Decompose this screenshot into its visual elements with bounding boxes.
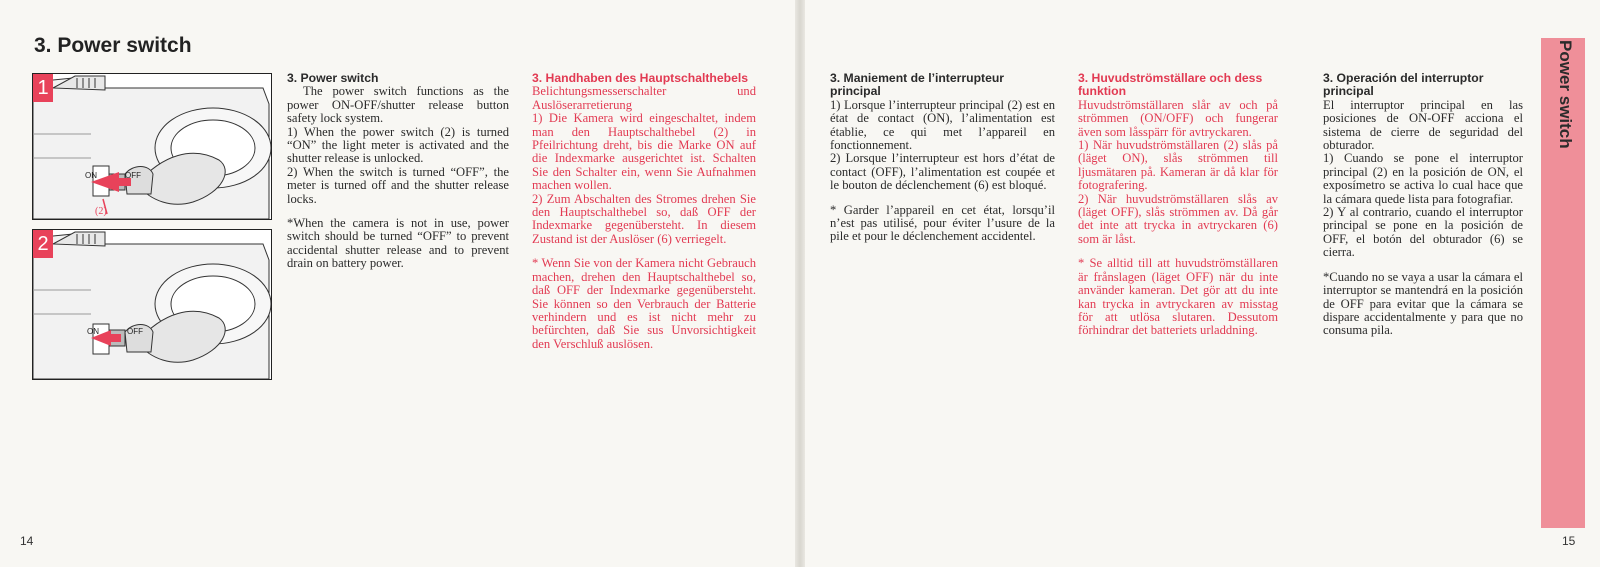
book-gutter — [795, 0, 805, 567]
camera-illustration-off — [33, 230, 271, 379]
column-spanish — [1323, 72, 1523, 338]
english-item-1: 1) When the power switch (2) is turned “ON” the light meter is activated and the shutter release is unlocked. — [287, 124, 509, 166]
figure-number-badge: 2 — [33, 230, 53, 258]
fig1-callout: (2) — [95, 206, 107, 217]
swedish-note: * Se alltid till att huvudströmställaren är frånslagen (läget OFF) när du inte använder kameran. Det gör att du inte kan trycka in avtryckaren av misstag för att utlösa slutaren. Dessutom förhindrar det batteriets urladdning. — [1078, 256, 1278, 338]
french-note: * Garder l’appareil en cet état, lorsqu’il n’est pas utilisé, pour éviter l’usure de la pile et pour le déclenchement accidentel. — [830, 202, 1055, 244]
english-item-2: 2) When the switch is turned “OFF”, the meter is turned off and the shutter release locks. — [287, 164, 509, 206]
fig2-on-label: ON — [87, 327, 99, 336]
side-tab-label: Power switch — [1556, 40, 1575, 149]
swedish-item-2: 2) När huvudströmställaren slås av (läget OFF), slås strömmen av. Då går det inte att trycka in avtryckaren (6) som är låst. — [1078, 191, 1278, 246]
spanish-item-1: 1) Cuando se pone el interruptor principal (2) en la posición de ON, el exposímetro se activa lo cual hace que la cámara quede lista para fotografiar. — [1323, 151, 1523, 206]
swedish-item-1: 1) När huvudströmställaren (2) slås på (läget ON), slås strömmen till ljusmätaren på. Kameran är då klar för fotografering. — [1078, 138, 1278, 193]
swedish-heading: 3. Huvudströmställare och dess funktion — [1078, 71, 1263, 99]
figure-2 — [32, 229, 272, 380]
spanish-note: *Cuando no se vaya a usar la cámara el interruptor se mantendrá en la posición de OFF para evitar que la cámara se dispare accidentalmente y para que no consuma pila. — [1323, 269, 1523, 338]
column-swedish — [1078, 72, 1278, 338]
german-item-2: 2) Zum Abschalten des Stromes drehen Sie den Hauptschalthebel so, daß OFF der Indexmarke gegenübersteht. In diesem Zustand ist der Auslöser (6) verriegelt. — [532, 191, 756, 246]
swedish-body: Huvudströmställaren slår av och på strömmen (ON/OFF) och fungerar även som låsspärr för avtryckaren. — [1078, 97, 1278, 139]
fig2-off-label: OFF — [127, 327, 143, 336]
page-number-left: 14 — [20, 534, 34, 548]
figure-1 — [32, 73, 272, 220]
french-item-1: 1) Lorsque l’interrupteur principal (2) est en état de contact (ON), l’alimentation est établie, ce qui met l’appareil en fonctionnement. — [830, 97, 1055, 153]
camera-illustration-on — [33, 74, 271, 219]
spanish-body: El interruptor principal en las posiciones de ON-OFF acciona el sistema de cierre de seguridad del obturador. — [1323, 97, 1523, 153]
english-body: The power switch functions as the power ON-OFF/shutter release button safety lock system. — [287, 84, 509, 126]
spanish-heading: 3. Operación del interruptor principal — [1323, 71, 1484, 99]
german-note: * Wenn Sie von der Kamera nicht Gebrauch machen, drehen den Hauptschalthebel so, daß OFF der Indexmarke gegenübersteht. Sie können so den Verbrauch der Batterie verhindern und es ist nicht mehr zu befürchten, daß Sie sus Unvorsichtigkeit den Verschluß auslösen. — [532, 256, 756, 351]
fig1-on-label: ON — [85, 171, 97, 180]
figure-number-badge: 1 — [33, 74, 53, 102]
german-subhead: Belichtungsmesserschalter und Auslöserarretierung — [532, 84, 756, 112]
page-title: 3. Power switch — [34, 34, 192, 57]
french-item-2: 2) Lorsque l’interrupteur est hors d’état de contact (OFF), l’alimentation est coupée et le bouton de déclenchement (6) est bloqué. — [830, 151, 1055, 193]
page-number-right: 15 — [1562, 534, 1576, 548]
german-item-1: 1) Die Kamera wird eingeschaltet, indem man den Hauptschalthebel (2) in Pfeilrichtung dreht, bis die Marke ON auf die Indexmarke ausgerichtet ist. Schalten Sie den Schalter ein, wenn Sie Aufnahmen machen wollen. — [532, 111, 756, 193]
column-english — [287, 72, 509, 271]
english-heading: 3. Power switch — [287, 71, 379, 85]
french-heading: 3. Maniement de l’interrupteur principal — [830, 71, 1005, 99]
english-note: *When the camera is not in use, power switch should be turned “OFF” to prevent accidental shutter release and to prevent drain on battery power. — [287, 216, 509, 271]
spanish-item-2: 2) Y al contrario, cuando el interruptor principal se pone en la posición de OFF, el botón del obturador (6) se cierra. — [1323, 205, 1523, 260]
fig1-off-label: OFF — [125, 171, 141, 180]
german-heading: 3. Handhaben des Hauptschalthebels — [532, 71, 749, 85]
column-german — [532, 72, 756, 351]
column-french — [830, 72, 1055, 244]
